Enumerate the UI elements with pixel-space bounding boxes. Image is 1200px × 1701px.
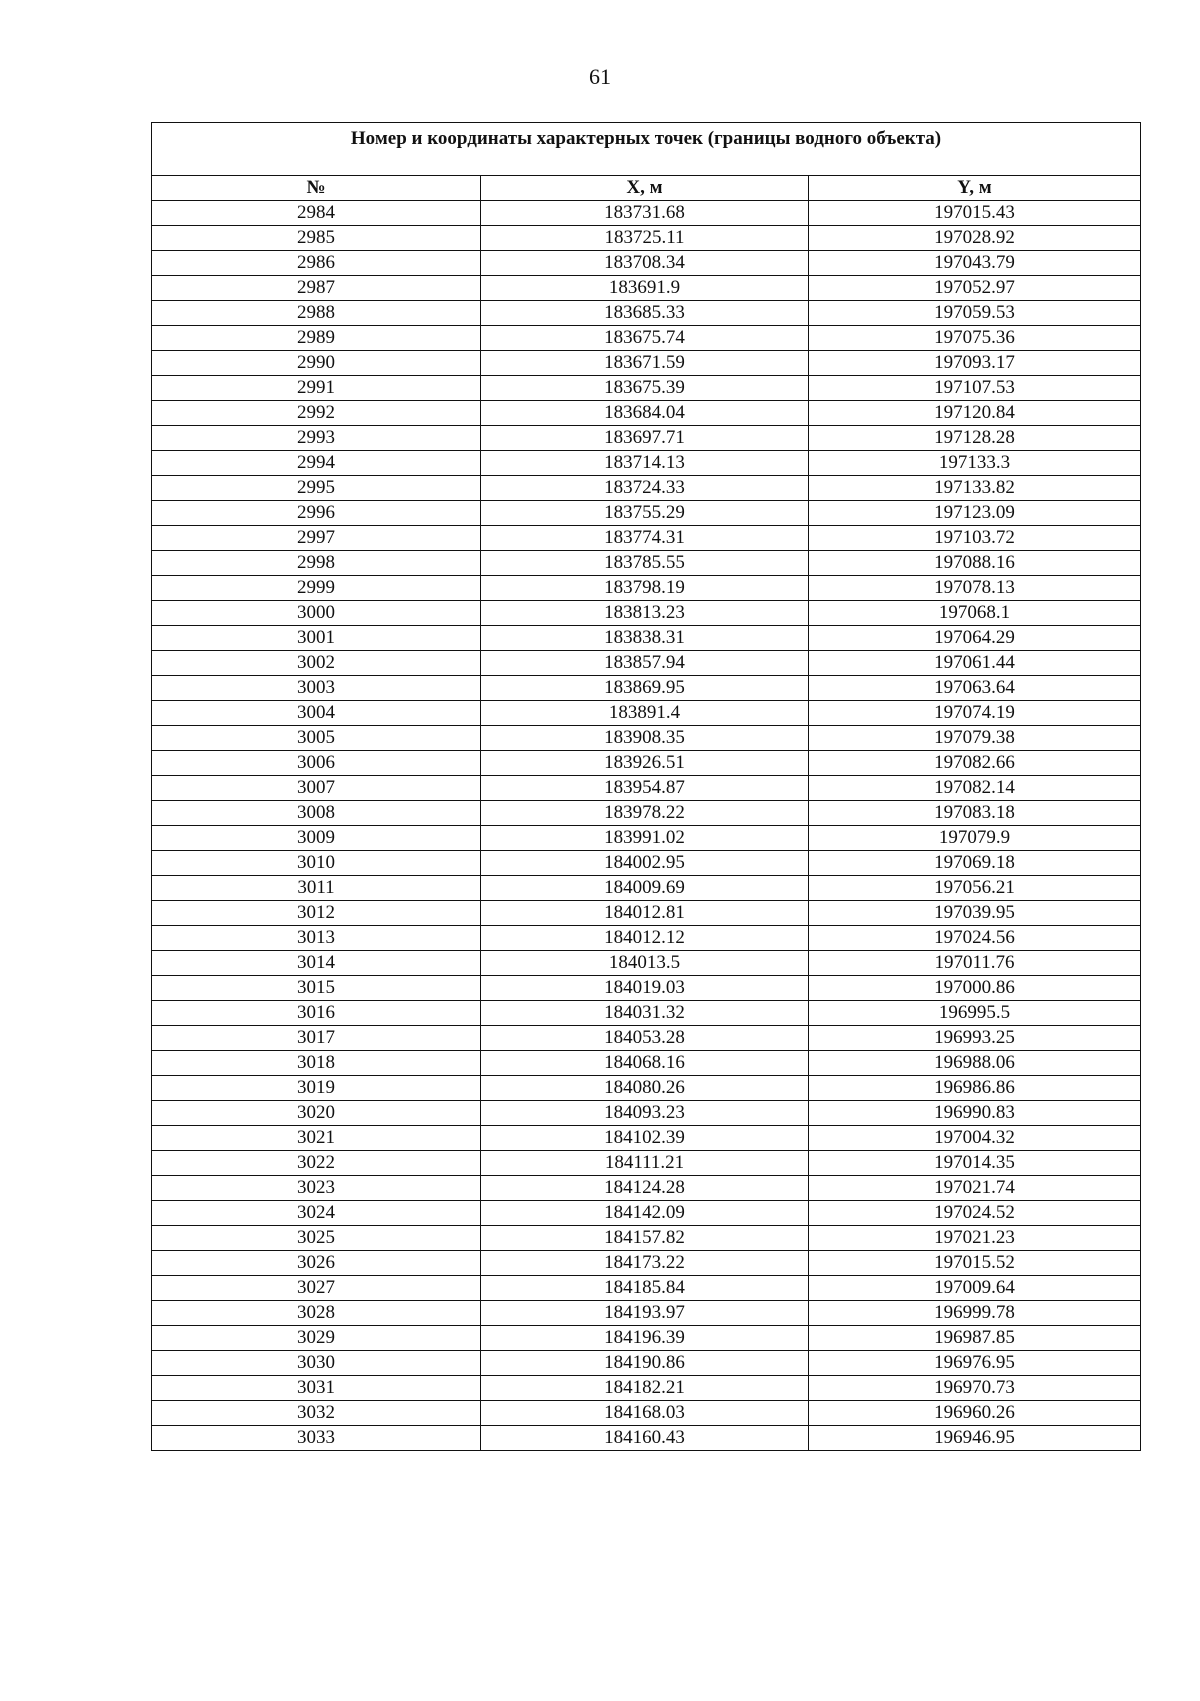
table-header-row <box>152 176 1141 201</box>
cell-x-coordinate: 183954.87 <box>481 776 809 801</box>
table-row <box>152 601 1141 626</box>
cell-x-coordinate: 184019.03 <box>481 976 809 1001</box>
cell-x-coordinate: 184168.03 <box>481 1401 809 1426</box>
cell-x-coordinate: 184102.39 <box>481 1126 809 1151</box>
cell-x-coordinate: 184111.21 <box>481 1151 809 1176</box>
cell-y-coordinate: 197000.86 <box>809 976 1141 1001</box>
table-row <box>152 426 1141 451</box>
table-row <box>152 1376 1141 1401</box>
table-row <box>152 201 1141 226</box>
cell-y-coordinate: 197015.52 <box>809 1251 1141 1276</box>
cell-y-coordinate: 197123.09 <box>809 501 1141 526</box>
cell-x-coordinate: 184002.95 <box>481 851 809 876</box>
table-row <box>152 1076 1141 1101</box>
cell-x-coordinate: 184182.21 <box>481 1376 809 1401</box>
table-row <box>152 526 1141 551</box>
cell-point-number: 2984 <box>152 201 481 226</box>
table-row <box>152 1401 1141 1426</box>
cell-point-number: 3000 <box>152 601 481 626</box>
cell-point-number: 3026 <box>152 1251 481 1276</box>
cell-point-number: 3006 <box>152 751 481 776</box>
cell-point-number: 2986 <box>152 251 481 276</box>
cell-y-coordinate: 196999.78 <box>809 1301 1141 1326</box>
cell-point-number: 2997 <box>152 526 481 551</box>
cell-y-coordinate: 197015.43 <box>809 201 1141 226</box>
table-row <box>152 476 1141 501</box>
table-row <box>152 901 1141 926</box>
cell-point-number: 2988 <box>152 301 481 326</box>
table-row <box>152 1426 1141 1451</box>
cell-x-coordinate: 183926.51 <box>481 751 809 776</box>
cell-y-coordinate: 196946.95 <box>809 1426 1141 1451</box>
cell-y-coordinate: 197052.97 <box>809 276 1141 301</box>
cell-y-coordinate: 197014.35 <box>809 1151 1141 1176</box>
cell-x-coordinate: 184196.39 <box>481 1326 809 1351</box>
cell-x-coordinate: 183813.23 <box>481 601 809 626</box>
table-row <box>152 551 1141 576</box>
cell-x-coordinate: 184160.43 <box>481 1426 809 1451</box>
column-header-number: № <box>152 176 481 201</box>
cell-x-coordinate: 183991.02 <box>481 826 809 851</box>
cell-y-coordinate: 196990.83 <box>809 1101 1141 1126</box>
cell-y-coordinate: 196987.85 <box>809 1326 1141 1351</box>
table-row <box>152 626 1141 651</box>
cell-y-coordinate: 197079.9 <box>809 826 1141 851</box>
cell-x-coordinate: 183891.4 <box>481 701 809 726</box>
cell-point-number: 3025 <box>152 1226 481 1251</box>
table-title-row <box>152 123 1141 176</box>
table-row <box>152 676 1141 701</box>
cell-y-coordinate: 197059.53 <box>809 301 1141 326</box>
cell-y-coordinate: 197120.84 <box>809 401 1141 426</box>
cell-y-coordinate: 197056.21 <box>809 876 1141 901</box>
cell-y-coordinate: 197061.44 <box>809 651 1141 676</box>
cell-point-number: 3008 <box>152 801 481 826</box>
cell-point-number: 3029 <box>152 1326 481 1351</box>
cell-y-coordinate: 197079.38 <box>809 726 1141 751</box>
column-header-x: X, м <box>481 176 809 201</box>
cell-y-coordinate: 197004.32 <box>809 1126 1141 1151</box>
cell-point-number: 3027 <box>152 1276 481 1301</box>
page-number: 61 <box>589 64 611 89</box>
cell-x-coordinate: 183684.04 <box>481 401 809 426</box>
cell-x-coordinate: 184012.12 <box>481 926 809 951</box>
cell-x-coordinate: 184013.5 <box>481 951 809 976</box>
cell-x-coordinate: 183869.95 <box>481 676 809 701</box>
table-row <box>152 301 1141 326</box>
cell-x-coordinate: 183857.94 <box>481 651 809 676</box>
cell-x-coordinate: 184053.28 <box>481 1026 809 1051</box>
cell-x-coordinate: 183838.31 <box>481 626 809 651</box>
cell-y-coordinate: 196988.06 <box>809 1051 1141 1076</box>
cell-x-coordinate: 184173.22 <box>481 1251 809 1276</box>
column-header-y: Y, м <box>809 176 1141 201</box>
table-row <box>152 1026 1141 1051</box>
cell-point-number: 3033 <box>152 1426 481 1451</box>
table-row <box>152 976 1141 1001</box>
table-row <box>152 226 1141 251</box>
cell-point-number: 2989 <box>152 326 481 351</box>
cell-y-coordinate: 197064.29 <box>809 626 1141 651</box>
table-row <box>152 1151 1141 1176</box>
cell-point-number: 3013 <box>152 926 481 951</box>
cell-x-coordinate: 184080.26 <box>481 1076 809 1101</box>
cell-x-coordinate: 183685.33 <box>481 301 809 326</box>
cell-x-coordinate: 183671.59 <box>481 351 809 376</box>
cell-y-coordinate: 196986.86 <box>809 1076 1141 1101</box>
table-row <box>152 276 1141 301</box>
cell-y-coordinate: 197107.53 <box>809 376 1141 401</box>
cell-point-number: 2996 <box>152 501 481 526</box>
table-row <box>152 1176 1141 1201</box>
cell-y-coordinate: 197103.72 <box>809 526 1141 551</box>
cell-point-number: 2993 <box>152 426 481 451</box>
cell-point-number: 2999 <box>152 576 481 601</box>
table-row <box>152 1126 1141 1151</box>
cell-point-number: 3032 <box>152 1401 481 1426</box>
cell-point-number: 3014 <box>152 951 481 976</box>
coordinates-table <box>151 122 1141 1451</box>
table-row <box>152 751 1141 776</box>
cell-y-coordinate: 196976.95 <box>809 1351 1141 1376</box>
cell-point-number: 2998 <box>152 551 481 576</box>
cell-point-number: 3003 <box>152 676 481 701</box>
cell-point-number: 3024 <box>152 1201 481 1226</box>
table-row <box>152 1001 1141 1026</box>
cell-x-coordinate: 183798.19 <box>481 576 809 601</box>
cell-x-coordinate: 183724.33 <box>481 476 809 501</box>
cell-x-coordinate: 184142.09 <box>481 1201 809 1226</box>
cell-point-number: 3020 <box>152 1101 481 1126</box>
cell-point-number: 2994 <box>152 451 481 476</box>
table-row <box>152 726 1141 751</box>
cell-x-coordinate: 184157.82 <box>481 1226 809 1251</box>
table-row <box>152 826 1141 851</box>
table-row <box>152 1301 1141 1326</box>
cell-x-coordinate: 183755.29 <box>481 501 809 526</box>
table-row <box>152 401 1141 426</box>
cell-point-number: 3022 <box>152 1151 481 1176</box>
cell-point-number: 3001 <box>152 626 481 651</box>
cell-x-coordinate: 183691.9 <box>481 276 809 301</box>
cell-point-number: 2992 <box>152 401 481 426</box>
table-row <box>152 801 1141 826</box>
table-title: Номер и координаты характерных точек (границы водного объекта) <box>152 123 1141 176</box>
cell-point-number: 3004 <box>152 701 481 726</box>
cell-x-coordinate: 183697.71 <box>481 426 809 451</box>
cell-y-coordinate: 196970.73 <box>809 1376 1141 1401</box>
cell-point-number: 3009 <box>152 826 481 851</box>
cell-y-coordinate: 197024.56 <box>809 926 1141 951</box>
table-row <box>152 351 1141 376</box>
cell-point-number: 3015 <box>152 976 481 1001</box>
table-row <box>152 326 1141 351</box>
table-row <box>152 1326 1141 1351</box>
table-row <box>152 651 1141 676</box>
cell-point-number: 3002 <box>152 651 481 676</box>
cell-y-coordinate: 196960.26 <box>809 1401 1141 1426</box>
cell-point-number: 3031 <box>152 1376 481 1401</box>
cell-x-coordinate: 183785.55 <box>481 551 809 576</box>
cell-y-coordinate: 197075.36 <box>809 326 1141 351</box>
cell-y-coordinate: 197068.1 <box>809 601 1141 626</box>
table-row <box>152 1226 1141 1251</box>
table-row <box>152 451 1141 476</box>
cell-y-coordinate: 197063.64 <box>809 676 1141 701</box>
cell-point-number: 2990 <box>152 351 481 376</box>
table-row <box>152 1051 1141 1076</box>
cell-y-coordinate: 197011.76 <box>809 951 1141 976</box>
table-row <box>152 1101 1141 1126</box>
cell-y-coordinate: 197133.3 <box>809 451 1141 476</box>
table-body <box>152 201 1141 1451</box>
cell-point-number: 3028 <box>152 1301 481 1326</box>
cell-y-coordinate: 197078.13 <box>809 576 1141 601</box>
cell-y-coordinate: 196993.25 <box>809 1026 1141 1051</box>
table-row <box>152 376 1141 401</box>
table-row <box>152 1351 1141 1376</box>
cell-y-coordinate: 197133.82 <box>809 476 1141 501</box>
table-row <box>152 701 1141 726</box>
cell-point-number: 3019 <box>152 1076 481 1101</box>
cell-y-coordinate: 197082.66 <box>809 751 1141 776</box>
cell-x-coordinate: 183675.74 <box>481 326 809 351</box>
cell-y-coordinate: 197074.19 <box>809 701 1141 726</box>
cell-point-number: 3005 <box>152 726 481 751</box>
cell-x-coordinate: 184190.86 <box>481 1351 809 1376</box>
table-row <box>152 1251 1141 1276</box>
cell-point-number: 3011 <box>152 876 481 901</box>
table-row <box>152 251 1141 276</box>
cell-y-coordinate: 197009.64 <box>809 1276 1141 1301</box>
table-row <box>152 1276 1141 1301</box>
cell-point-number: 2991 <box>152 376 481 401</box>
cell-x-coordinate: 183714.13 <box>481 451 809 476</box>
cell-x-coordinate: 184185.84 <box>481 1276 809 1301</box>
table-row <box>152 926 1141 951</box>
cell-y-coordinate: 196995.5 <box>809 1001 1141 1026</box>
cell-point-number: 2985 <box>152 226 481 251</box>
cell-x-coordinate: 184012.81 <box>481 901 809 926</box>
cell-y-coordinate: 197088.16 <box>809 551 1141 576</box>
table-row <box>152 876 1141 901</box>
cell-y-coordinate: 197069.18 <box>809 851 1141 876</box>
cell-x-coordinate: 184124.28 <box>481 1176 809 1201</box>
cell-x-coordinate: 183725.11 <box>481 226 809 251</box>
cell-x-coordinate: 184031.32 <box>481 1001 809 1026</box>
cell-x-coordinate: 184009.69 <box>481 876 809 901</box>
table-row <box>152 851 1141 876</box>
cell-y-coordinate: 197021.23 <box>809 1226 1141 1251</box>
table-row <box>152 501 1141 526</box>
cell-point-number: 3007 <box>152 776 481 801</box>
cell-point-number: 2987 <box>152 276 481 301</box>
cell-x-coordinate: 183708.34 <box>481 251 809 276</box>
cell-x-coordinate: 184093.23 <box>481 1101 809 1126</box>
cell-x-coordinate: 184068.16 <box>481 1051 809 1076</box>
cell-point-number: 3018 <box>152 1051 481 1076</box>
table-row <box>152 576 1141 601</box>
cell-x-coordinate: 183675.39 <box>481 376 809 401</box>
cell-point-number: 3010 <box>152 851 481 876</box>
table-row <box>152 776 1141 801</box>
table-row <box>152 1201 1141 1226</box>
cell-y-coordinate: 197128.28 <box>809 426 1141 451</box>
cell-y-coordinate: 197039.95 <box>809 901 1141 926</box>
cell-point-number: 3023 <box>152 1176 481 1201</box>
cell-x-coordinate: 183774.31 <box>481 526 809 551</box>
cell-point-number: 3016 <box>152 1001 481 1026</box>
cell-y-coordinate: 197028.92 <box>809 226 1141 251</box>
cell-point-number: 3017 <box>152 1026 481 1051</box>
cell-point-number: 3021 <box>152 1126 481 1151</box>
cell-point-number: 2995 <box>152 476 481 501</box>
cell-y-coordinate: 197093.17 <box>809 351 1141 376</box>
cell-y-coordinate: 197043.79 <box>809 251 1141 276</box>
cell-y-coordinate: 197021.74 <box>809 1176 1141 1201</box>
cell-x-coordinate: 184193.97 <box>481 1301 809 1326</box>
cell-y-coordinate: 197082.14 <box>809 776 1141 801</box>
cell-x-coordinate: 183978.22 <box>481 801 809 826</box>
cell-point-number: 3030 <box>152 1351 481 1376</box>
cell-y-coordinate: 197024.52 <box>809 1201 1141 1226</box>
cell-point-number: 3012 <box>152 901 481 926</box>
table-row <box>152 951 1141 976</box>
cell-x-coordinate: 183908.35 <box>481 726 809 751</box>
cell-x-coordinate: 183731.68 <box>481 201 809 226</box>
cell-y-coordinate: 197083.18 <box>809 801 1141 826</box>
